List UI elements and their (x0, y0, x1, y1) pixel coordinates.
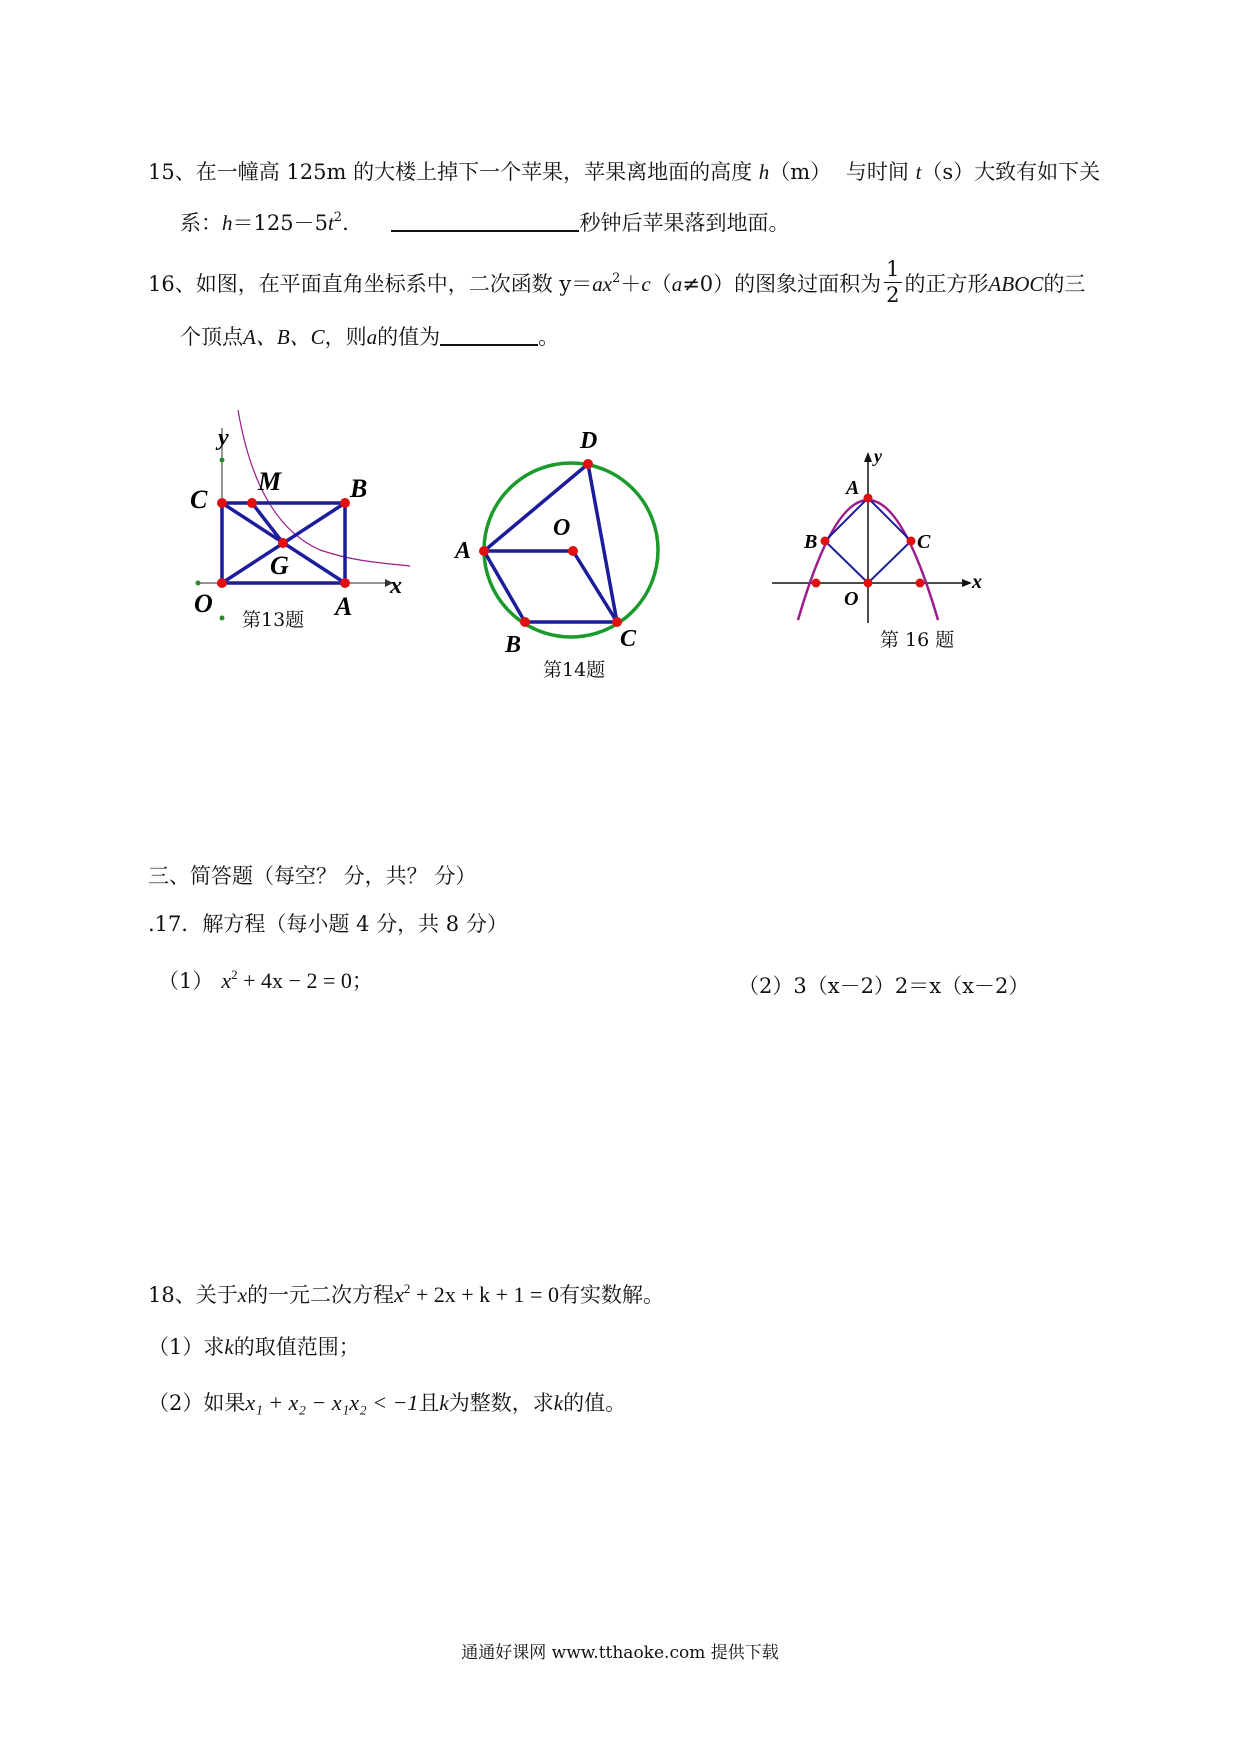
fig16-point-B (821, 537, 830, 546)
fig16-point-O (864, 579, 873, 588)
fig13-label-M: M (258, 467, 282, 496)
figure-16 (760, 440, 990, 630)
fig13-label-B: B (350, 474, 368, 503)
fig16-x-arrow (962, 579, 972, 587)
fig13-point-M (247, 498, 257, 508)
fraction-one-half: $\frac{1}{2}$ (886, 257, 900, 307)
fig14-point-A (479, 546, 489, 556)
fig16-root-left (812, 579, 821, 588)
q17-part1: （1） $x^2 + 4x - 2 = 0$； (158, 967, 373, 993)
q15-line1: 15、在一幢高 125m 的大楼上掉下一个苹果，苹果离地面的高度 h（m） 与时间 t（s）大致有如下关 (148, 160, 1101, 184)
fig14-point-O (568, 546, 578, 556)
q17-part2: （2）3（x－2）2＝x（x－2） (738, 974, 1030, 998)
fig13-label-G: G (270, 551, 289, 580)
q18-part1: （1）求k的取值范围； (148, 1335, 360, 1359)
q16-line2: 个顶点A、B、C，则a的值为 。 (180, 325, 560, 349)
fig14-point-B (520, 617, 530, 627)
fig16-label-B: B (804, 531, 818, 553)
fig16-label-y: y (874, 446, 882, 466)
fig16-label-O: O (844, 588, 859, 610)
q16-line1: 16、如图，在平面直角坐标系中，二次函数 $y=ax^2+c(a\ne 0)$的图象过面积为 $\frac{1}{2}$ 的正方形ABOC的三 (148, 257, 1086, 307)
fig13-point-C (217, 498, 227, 508)
fig14-label-D: D (580, 428, 598, 454)
q18-part2: （2）如果x₁ + x₂ − x₁x₂ < −1且k为整数，求k的值。 (148, 1390, 627, 1415)
figure-14 (450, 420, 680, 660)
fig13-segment-mg (252, 503, 283, 543)
q15-line2: 系：$h=125-5t^2$. 秒钟后苹果落到地面。 (180, 210, 790, 235)
fig16-caption: 第 16 题 (880, 629, 955, 651)
fig16-label-C: C (917, 531, 931, 553)
fig13-label-y: y (218, 425, 229, 451)
fig13-point-B (340, 498, 350, 508)
fig14-label-O: O (553, 515, 571, 541)
fig16-point-C (907, 537, 916, 546)
page-footer: 通通好课网 www.tthaoke.com 提供下载 (461, 1643, 779, 1663)
figure-13 (180, 400, 420, 640)
fig13-label-A: A (335, 592, 353, 621)
fig14-label-B: B (505, 632, 522, 658)
fig13-point-O (217, 578, 227, 588)
fig14-quadrilateral (484, 464, 617, 622)
fig13-label-O: O (194, 589, 213, 618)
fig16-root-right (916, 579, 925, 588)
fig14-point-D (583, 459, 593, 469)
fig13-point-A (340, 578, 350, 588)
fig16-point-A (864, 494, 873, 503)
fig13-point-G (278, 538, 288, 548)
q17-title: .17．解方程（每小题 4 分，共 8 分） (148, 912, 508, 936)
fig14-caption: 第14题 (543, 659, 606, 681)
fig13-label-C: C (190, 485, 208, 514)
fig14-label-C: C (620, 626, 637, 652)
answer-blank-q15[interactable] (391, 210, 579, 232)
fig16-label-x: x (972, 571, 982, 593)
q18-line1: 18、关于x的一元二次方程$x^2 + 2x + k + 1 = 0$有实数解。 (148, 1281, 664, 1307)
fig16-label-A: A (846, 477, 860, 499)
fig14-label-A: A (455, 538, 472, 564)
answer-blank-q16[interactable] (440, 324, 538, 346)
fig16-y-arrow (864, 452, 872, 462)
fig13-label-x: x (390, 573, 402, 599)
fig13-caption: 第13题 (242, 609, 305, 631)
section3-heading: 三、简答题（每空？ 分，共？ 分） (148, 864, 477, 888)
